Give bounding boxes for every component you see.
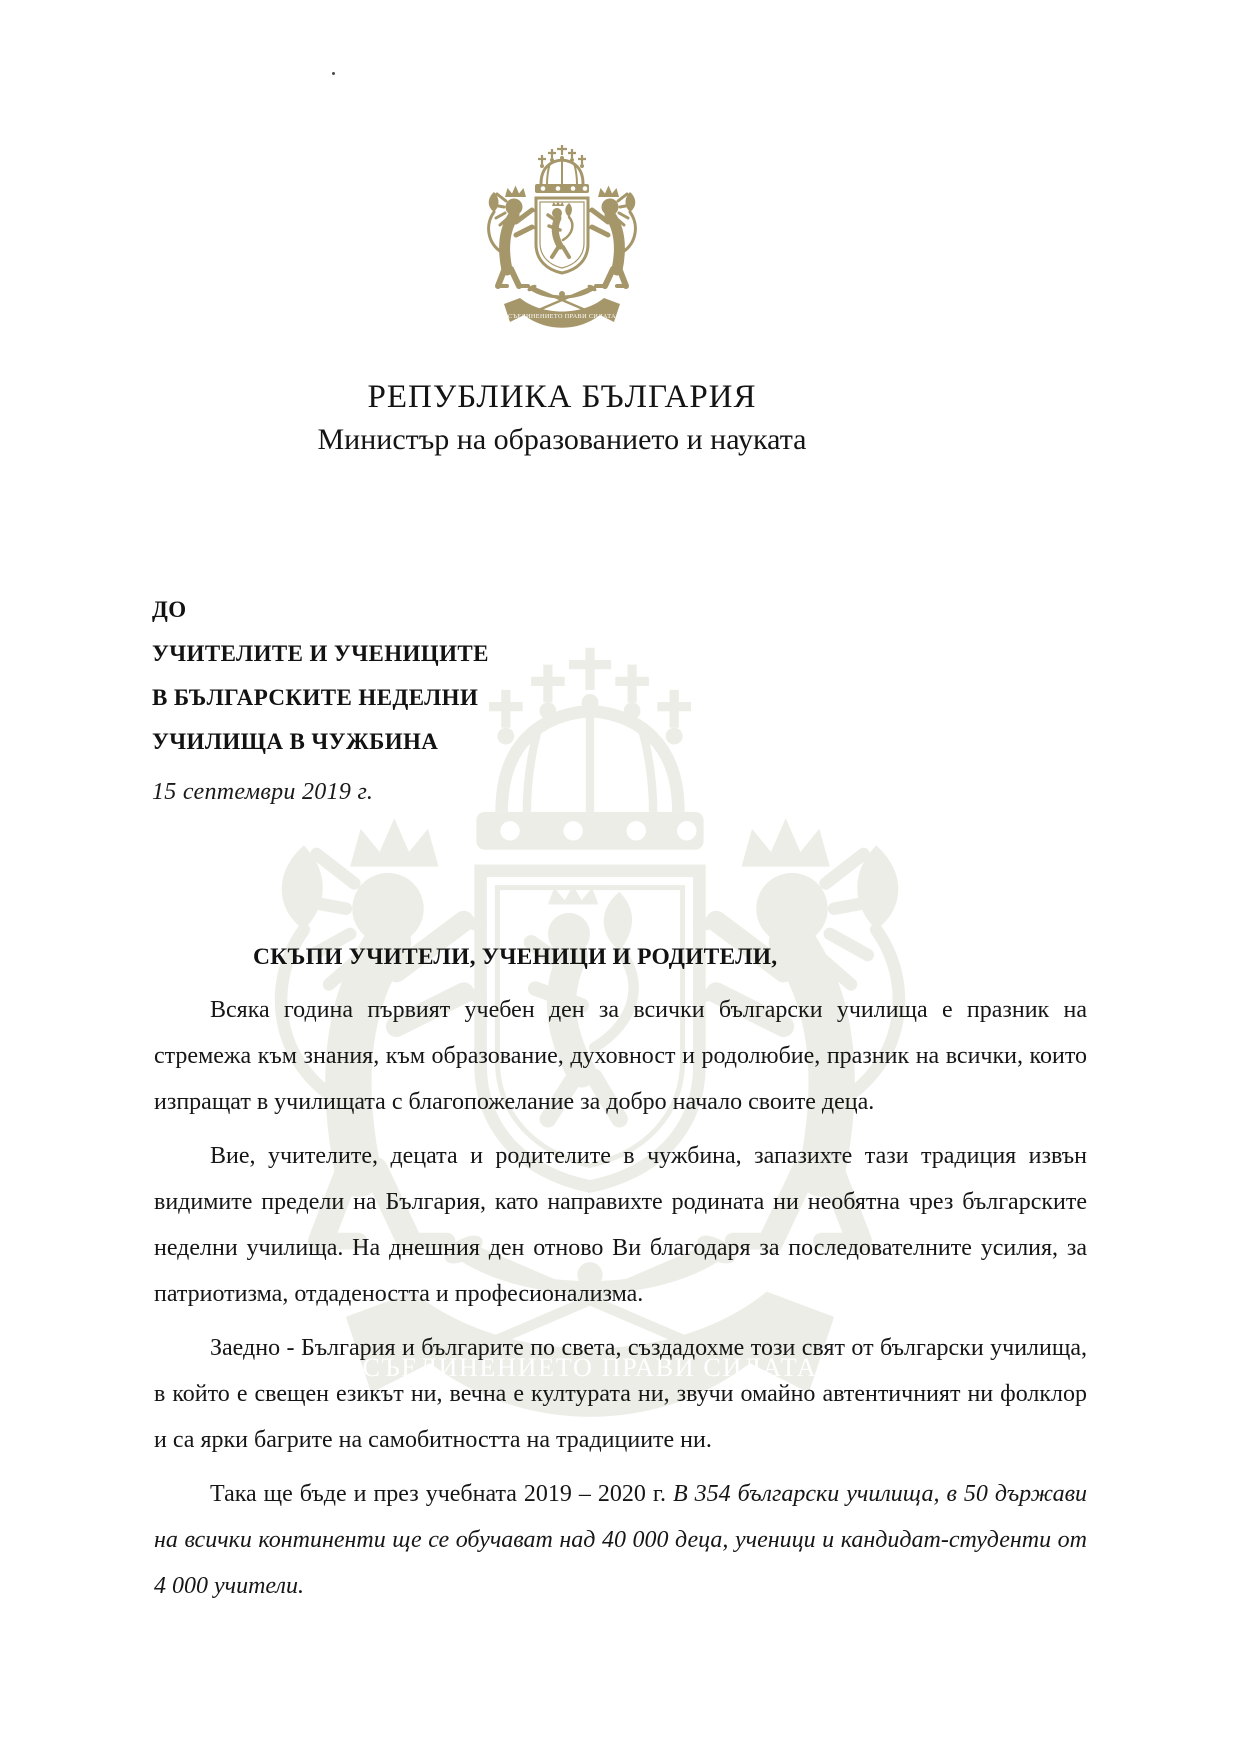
letter-body — [154, 944, 1087, 1617]
recipient-line: УЧИЛИЩА В ЧУЖБИНА — [152, 729, 439, 754]
recipient-line: ДО — [152, 597, 187, 622]
country-title: РЕПУБЛИКА БЪЛГАРИЯ — [367, 379, 757, 415]
paragraph: Всяка година първият учебен ден за всички български училища е празник на стремежа към знания, към образование, духовност и родолюбие, празник на всички, които изпращат в училищата с благопожелание за добро начало своите деца. — [154, 997, 1087, 1115]
paragraph: Вие, учителите, децата и родителите в чужбина, запазихте тази традиция извън видимите предели на България, като направихте родината ни необятна чрез българските неделни училища. На днешния ден отново Ви благодаря за последователните усилия, за патриотизма, отдадеността и професионализма. — [154, 1143, 1087, 1307]
letterhead — [0, 376, 1124, 460]
final-regular-text: Така ще бъде и през учебната 2019 – 2020 г. — [210, 1481, 673, 1507]
letter-date: 15 септември 2019 г. — [152, 779, 374, 805]
paragraph: Заедно - България и българите по света, създадохме този свят от български училища, в който е свещен езикът ни, вечна е културата ни, звучи омайно автентичният ни фолклор и са ярки багрите на самобитността на традициите ни. — [154, 1335, 1087, 1453]
paragraph-final — [154, 1471, 1087, 1609]
recipient-line: В БЪЛГАРСКИТЕ НЕДЕЛНИ — [152, 685, 479, 710]
office-subtitle: Министър на образованието и науката — [317, 423, 807, 456]
recipient-line: УЧИТЕЛИТЕ И УЧЕНИЦИТЕ — [152, 641, 489, 666]
salutation: СКЪПИ УЧИТЕЛИ, УЧЕНИЦИ И РОДИТЕЛИ, — [253, 944, 778, 970]
final-italic-text: В 354 български училища, в 50 държави на всички континенти ще се обучават над 40 000 деца, ученици и кандидат-студенти от 4 000 учители. — [154, 1481, 1087, 1599]
bulgaria-coat-of-arms-icon — [442, 142, 682, 352]
recipient-block — [152, 588, 489, 814]
scan-speck — [332, 72, 335, 75]
